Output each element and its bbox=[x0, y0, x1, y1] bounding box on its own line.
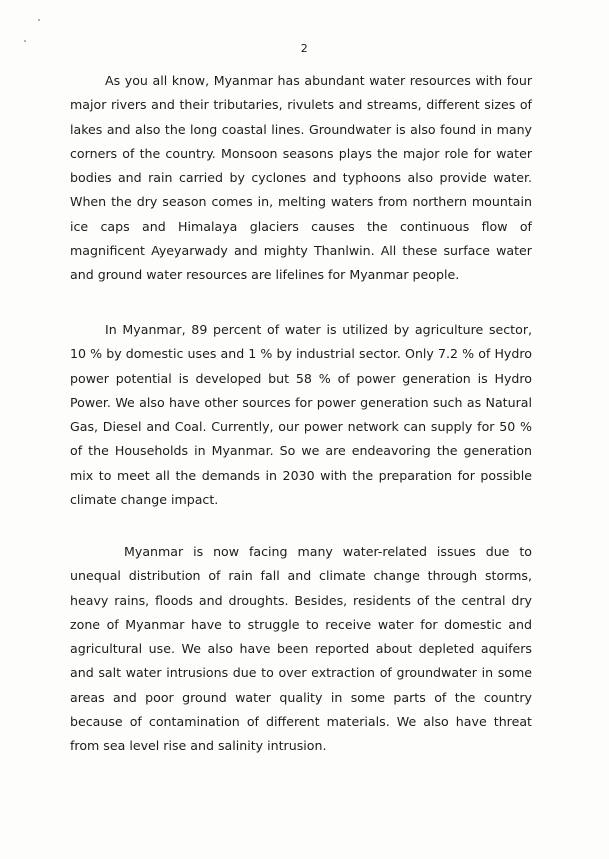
paragraph-water-usage-power: In Myanmar, 89 percent of water is utilized by agriculture sector, 10 % by domestic uses and 1 % by industrial sector. Only 7.2 % of Hydro power potential is developed but 58 % of power generation is Hydro Power. We also have other sources for power generation such as Natural Gas, Diesel and Coal. Currently, our power network can supply for 50 % of the Households in Myanmar. So we are endeavoring the generation mix to meet all the demands in 2030 with the preparation for possible climate change impact. bbox=[70, 322, 532, 508]
paragraph-water-resources: As you all know, Myanmar has abundant water resources with four major rivers and their tributaries, rivulets and streams, different sizes of lakes and also the long coastal lines. Groundwater is also found in many corners of the country. Monsoon seasons plays the major role for water bodies and rain carried by cyclones and typhoons also provide water. When the dry season comes in, melting waters from northern mountain ice caps and Himalaya glaciers causes the continuous flow of magnificent Ayeyarwady and mighty Thanlwin. All these surface water and ground water resources are lifelines for Myanmar people. bbox=[70, 73, 532, 283]
page-number: 2 bbox=[300, 42, 309, 55]
paragraph-water-issues: Myanmar is now facing many water-related issues due to unequal distribution of rain fall and climate change through storms, heavy rains, floods and droughts. Besides, residents of the central dry zone of Myanmar have to struggle to receive water for domestic and agricultural use. We also have been reported about depleted aquifers and salt water intrusions due to over extraction of groundwater in some areas and poor ground water quality in some parts of the country because of contamination of different materials. We also have threat from sea level rise and salinity intrusion. bbox=[70, 544, 532, 754]
scan-speck bbox=[38, 19, 40, 21]
